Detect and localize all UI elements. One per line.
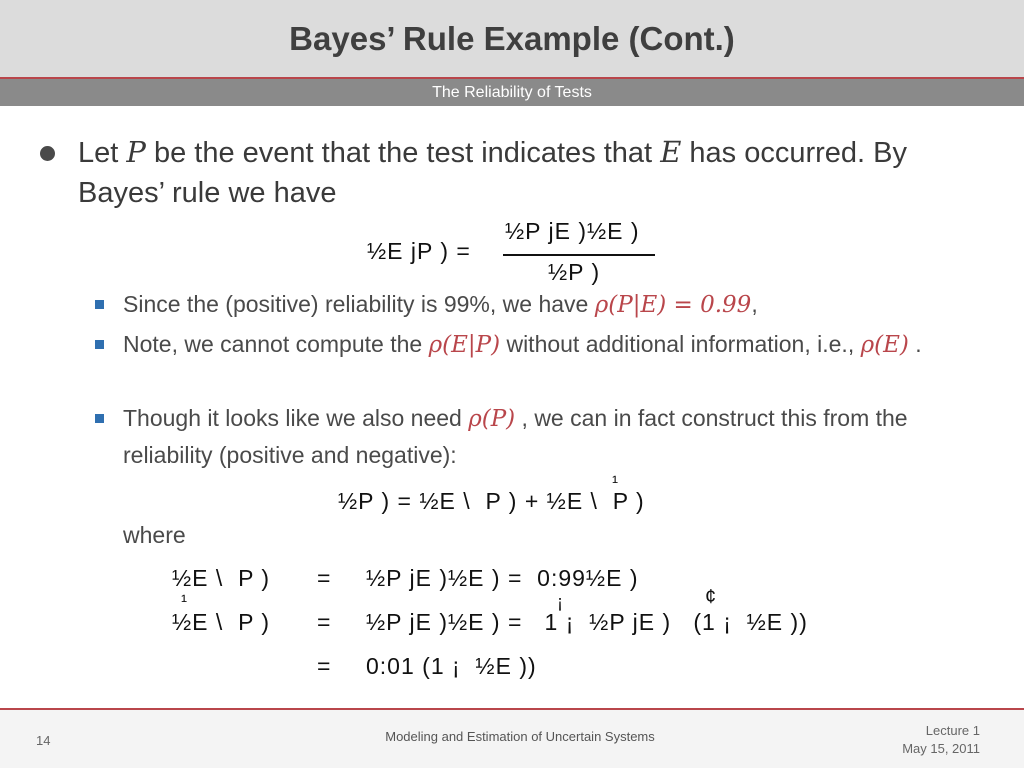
eq3-row1-lhs: ½E \ P ) — [172, 565, 271, 591]
eq2-line: ½P ) = ½E \ P ) + ½E \ P ) — [338, 488, 645, 514]
slide-subtitle: The Reliability of Tests — [0, 79, 1024, 106]
eq1-denominator: ½P ) — [548, 259, 601, 285]
math-expression: ρ(E|P) — [428, 332, 501, 358]
eq1-numerator: ½P jE )½E ) — [505, 218, 640, 244]
eq3-row2-small-bracket: ¢ — [705, 586, 718, 608]
eq3-row3-equals: = — [317, 653, 332, 679]
slide-content — [0, 106, 1024, 706]
square-bullet-icon — [95, 300, 104, 309]
sub-bullet-text: Note, we cannot compute the — [123, 331, 429, 357]
eq3-row3-rhs: 0:01 (1 ¡ ½E )) — [366, 653, 537, 679]
eq3-row2-rhs: ½P jE )½E ) = 1 ¡ ½P jE ) (1 ¡ ½E )) — [366, 609, 808, 635]
math-variable: P — [126, 135, 146, 169]
math-expression: ρ(E) — [860, 332, 909, 358]
sub-bullet-construct — [123, 400, 1003, 473]
lecture-date: May 15, 2011 — [902, 741, 980, 756]
math-expression: ρ(P|E) = 0.99 — [594, 292, 752, 318]
bullet-text-part: has occurred. By Bayes’ rule we have — [78, 137, 908, 209]
title-header — [0, 0, 1024, 78]
bullet-text-part: be the event that the test indicates that — [145, 137, 661, 169]
square-bullet-icon — [95, 414, 104, 423]
bullet-main-text — [78, 132, 978, 213]
eq3-row2-small-bracket: ¡ — [557, 592, 564, 612]
sub-bullet-text: Since the (positive) reliability is 99%, we have — [123, 291, 595, 317]
sub-bullet-reliability — [123, 286, 1003, 323]
page-number: 14 — [36, 733, 51, 748]
lecture-info — [902, 722, 980, 758]
eq2-complement-mark: ¹ — [612, 472, 619, 492]
eq3-row2-complement-mark: ¹ — [181, 591, 188, 611]
sub-bullet-text: . — [908, 331, 922, 357]
sub-bullet-text: , we can in fact construct this from the reliability (positive and negative): — [123, 405, 908, 468]
eq1-fraction-bar — [503, 254, 655, 256]
square-bullet-icon — [95, 340, 104, 349]
slide-title: Bayes’ Rule Example (Cont.) — [289, 20, 735, 57]
sub-bullet-text: , — [751, 291, 758, 317]
bullet-dot-icon — [40, 146, 55, 161]
eq3-row2-lhs: ½E \ P ) — [172, 609, 271, 635]
eq3-row1-equals: = — [317, 565, 332, 591]
math-variable: E — [660, 135, 682, 169]
eq3-row2-equals: = — [317, 609, 332, 635]
course-title: Modeling and Estimation of Uncertain Systems — [385, 729, 655, 744]
where-label: where — [123, 522, 186, 548]
eq3-row1-rhs: ½P jE )½E ) = 0:99½E ) — [366, 565, 639, 591]
eq1-lhs: ½E jP ) = — [367, 238, 471, 264]
bullet-text-part: Let — [78, 137, 127, 169]
lecture-label: Lecture 1 — [925, 723, 980, 738]
sub-bullet-text: Though it looks like we also need — [123, 405, 469, 431]
math-expression: ρ(P) — [468, 406, 516, 432]
sub-bullet-note — [123, 326, 1003, 363]
sub-bullet-text: without additional information, i.e., — [500, 331, 861, 357]
